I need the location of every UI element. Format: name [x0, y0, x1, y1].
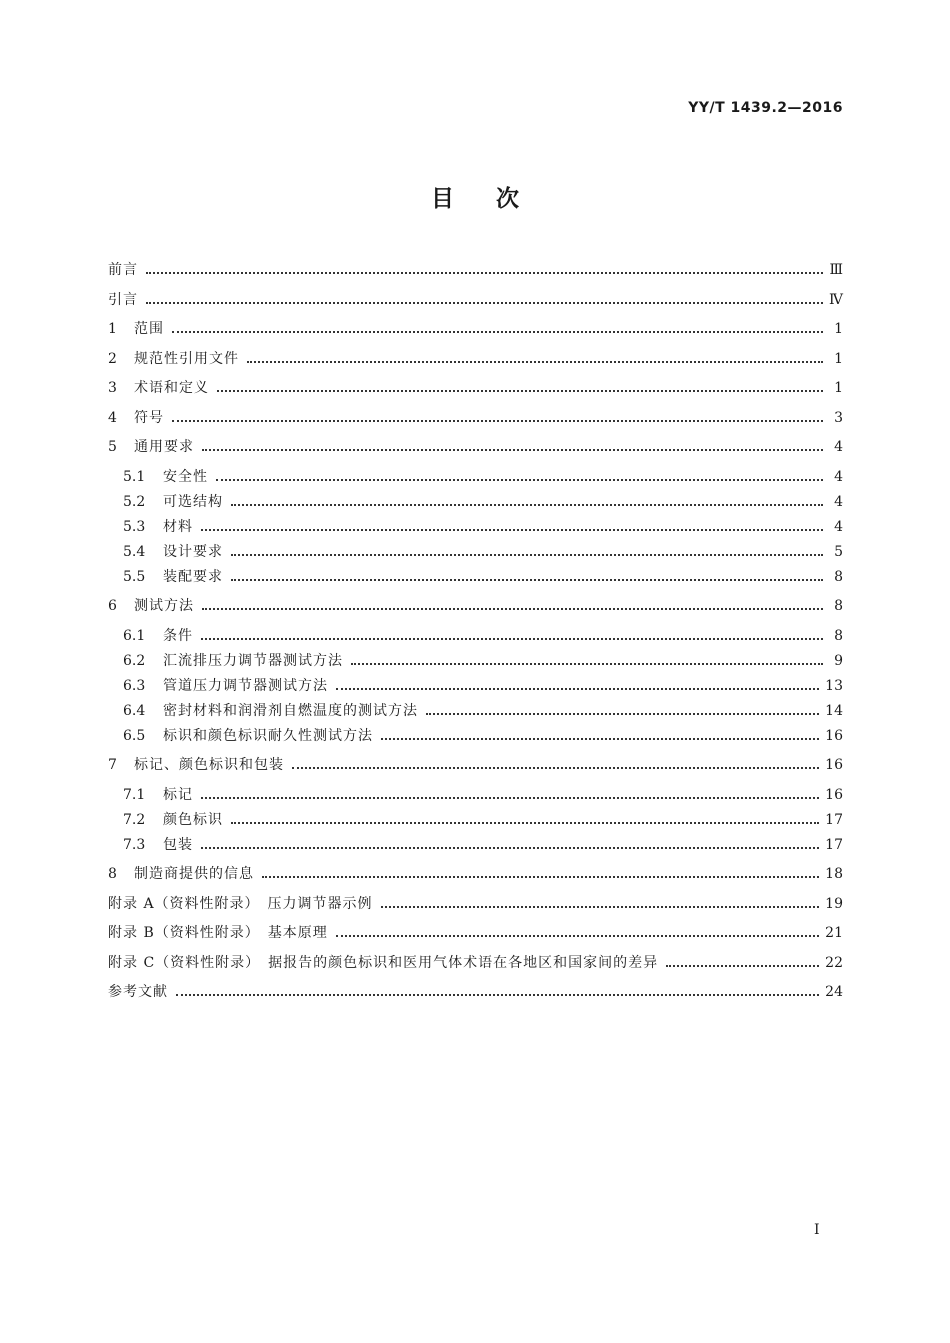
toc-entry[interactable] [108, 260, 843, 280]
toc-entry-number: 5.1 [123, 468, 146, 485]
toc-entry-page: 8 [834, 627, 843, 644]
toc-entry-number: 6.1 [123, 627, 146, 644]
toc-entry-page: 1 [834, 350, 843, 367]
toc-entry-label: 标识和颜色标识耐久性测试方法 [163, 727, 373, 744]
toc-leader-dots [201, 638, 823, 640]
toc-leader-dots [172, 420, 823, 422]
toc-entry[interactable] [108, 810, 843, 830]
toc-entry-number: 6.2 [123, 652, 146, 669]
toc-entry-page: 5 [834, 543, 843, 560]
toc-entry-label: 条件 [163, 627, 193, 644]
toc-entry-label: 附录 A（资料性附录） 压力调节器示例 [108, 895, 373, 912]
toc-leader-dots [381, 738, 819, 740]
toc-entry-label: 引言 [108, 291, 138, 308]
toc-entry-page: 17 [825, 836, 843, 853]
toc-entry[interactable] [108, 596, 843, 616]
toc-leader-dots [292, 767, 819, 769]
toc-entry[interactable] [108, 626, 843, 646]
toc-entry-page: 4 [834, 518, 843, 535]
toc-entry-number: 7.3 [123, 836, 146, 853]
toc-entry-label: 测试方法 [134, 598, 194, 614]
toc-entry[interactable] [108, 785, 843, 805]
toc-entry[interactable] [108, 726, 843, 746]
toc-entry-label: 安全性 [163, 468, 208, 485]
toc-entry-page: 4 [834, 468, 843, 485]
title-part-1: 目 [431, 186, 454, 212]
toc-leader-dots [172, 331, 823, 333]
toc-entry[interactable] [108, 542, 843, 562]
toc-entry-label: 可选结构 [163, 493, 223, 510]
toc-entry-label: 设计要求 [163, 543, 223, 560]
toc-entry-page: 4 [834, 439, 843, 455]
toc-entry[interactable] [108, 651, 843, 671]
toc-entry-number: 7.1 [123, 786, 146, 803]
toc-entry-page: 16 [825, 786, 843, 803]
toc-entry-label: 范围 [134, 321, 164, 337]
toc-entry[interactable] [108, 437, 843, 457]
toc-leader-dots [231, 579, 823, 581]
document-code: YY/T 1439.2—2016 [688, 100, 843, 116]
toc-entry-page: 9 [834, 652, 843, 669]
toc-entry-page: 13 [825, 677, 843, 694]
title-part-2: 次 [496, 186, 519, 212]
toc-entry-number: 3 [108, 380, 117, 396]
toc-entry-label: 附录 B（资料性附录） 基本原理 [108, 925, 328, 941]
toc-entry[interactable] [108, 923, 843, 943]
toc-entry-number: 6.5 [123, 727, 146, 744]
toc-entry-label: 标记、颜色标识和包装 [134, 757, 284, 773]
toc-entry-label: 密封材料和润滑剂自燃温度的测试方法 [163, 702, 418, 719]
toc-entry[interactable] [108, 319, 843, 339]
toc-entry-label: 附录 C（资料性附录） 据报告的颜色标识和医用气体术语在各地区和国家间的差异 [108, 954, 659, 971]
toc-entry-number: 4 [108, 409, 117, 426]
toc-leader-dots [381, 906, 820, 908]
toc-entry[interactable] [108, 701, 843, 721]
toc-entry[interactable] [108, 894, 843, 914]
toc-entry[interactable] [108, 835, 843, 855]
toc-entry-page: 14 [825, 702, 843, 719]
toc-leader-dots [202, 608, 823, 610]
toc-entry-page: 17 [825, 811, 843, 828]
toc-entry-label: 前言 [108, 262, 138, 278]
toc-entry-label: 符号 [134, 409, 164, 426]
toc-leader-dots [231, 504, 823, 506]
toc-entry-page: 21 [825, 925, 843, 941]
toc-entry-page: 18 [825, 866, 843, 882]
toc-leader-dots [201, 797, 819, 799]
page-number: Ⅰ [814, 1222, 820, 1238]
toc-leader-dots [146, 302, 823, 304]
toc-leader-dots [426, 713, 819, 715]
toc-entry-number: 5.4 [123, 543, 146, 560]
toc-entry-label: 标记 [163, 786, 193, 803]
toc-entry-page: 4 [834, 493, 843, 510]
toc-entry-number: 5.2 [123, 493, 146, 510]
toc-entry-page: 22 [825, 954, 843, 971]
toc-entry-label: 材料 [163, 518, 193, 535]
toc-leader-dots [176, 994, 819, 996]
toc-entry[interactable] [108, 755, 843, 775]
toc-leader-dots [201, 529, 823, 531]
toc-entry-label: 颜色标识 [163, 811, 223, 828]
toc-entry[interactable] [108, 676, 843, 696]
toc-entry-number: 7.2 [123, 811, 146, 828]
toc-entry-label: 制造商提供的信息 [134, 866, 254, 882]
toc-leader-dots [262, 876, 819, 878]
toc-leader-dots [231, 554, 823, 556]
toc-leader-dots [216, 479, 823, 481]
toc-entry-number: 7 [108, 757, 117, 773]
toc-leader-dots [201, 847, 819, 849]
toc-entry[interactable] [108, 953, 843, 973]
toc-entry-label: 参考文献 [108, 984, 168, 1000]
page-title [0, 180, 950, 213]
toc-entry-page: 24 [825, 984, 843, 1000]
toc-entry-page: 8 [834, 568, 843, 585]
toc-leader-dots [217, 390, 823, 392]
toc-leader-dots [336, 688, 819, 690]
toc-entry[interactable] [108, 492, 843, 512]
toc-leader-dots [146, 272, 823, 274]
toc-entry-label: 术语和定义 [134, 380, 209, 396]
toc-entry-page: Ⅳ [829, 291, 843, 308]
toc-entry-number: 5.3 [123, 518, 146, 535]
toc-entry[interactable] [108, 467, 843, 487]
toc-entry-label: 包装 [163, 836, 193, 853]
toc-entry-label: 规范性引用文件 [134, 350, 239, 367]
toc-leader-dots [351, 663, 823, 665]
toc-entry-number: 1 [108, 321, 117, 337]
toc-entry-page: 16 [825, 727, 843, 744]
toc-entry-number: 5.5 [123, 568, 146, 585]
toc-leader-dots [231, 822, 819, 824]
toc-entry-number: 6.4 [123, 702, 146, 719]
toc-entry[interactable] [108, 290, 843, 310]
toc-entry-number: 8 [108, 866, 117, 882]
toc-leader-dots [247, 361, 823, 363]
toc-entry-label: 通用要求 [134, 439, 194, 455]
toc-entry[interactable] [108, 982, 843, 1002]
toc-entry[interactable] [108, 378, 843, 398]
toc-entry-page: Ⅲ [829, 262, 843, 278]
toc-entry-label: 装配要求 [163, 568, 223, 585]
toc-entry-page: 1 [834, 321, 843, 337]
toc-leader-dots [336, 935, 819, 937]
toc-leader-dots [666, 965, 819, 967]
toc-entry-number: 5 [108, 439, 117, 455]
table-of-contents [108, 260, 843, 1002]
toc-entry-number: 2 [108, 350, 117, 367]
toc-leader-dots [202, 449, 823, 451]
toc-entry[interactable] [108, 864, 843, 884]
toc-entry[interactable] [108, 408, 843, 428]
toc-entry[interactable] [108, 567, 843, 587]
toc-entry-page: 1 [834, 380, 843, 396]
toc-entry[interactable] [108, 349, 843, 369]
toc-entry-page: 3 [834, 409, 843, 426]
toc-entry-page: 16 [825, 757, 843, 773]
toc-entry-number: 6.3 [123, 677, 146, 694]
toc-entry-label: 管道压力调节器测试方法 [163, 677, 328, 694]
toc-entry-number: 6 [108, 598, 117, 614]
toc-entry-page: 8 [834, 598, 843, 614]
toc-entry[interactable] [108, 517, 843, 537]
toc-entry-label: 汇流排压力调节器测试方法 [163, 652, 343, 669]
toc-entry-page: 19 [825, 895, 843, 912]
